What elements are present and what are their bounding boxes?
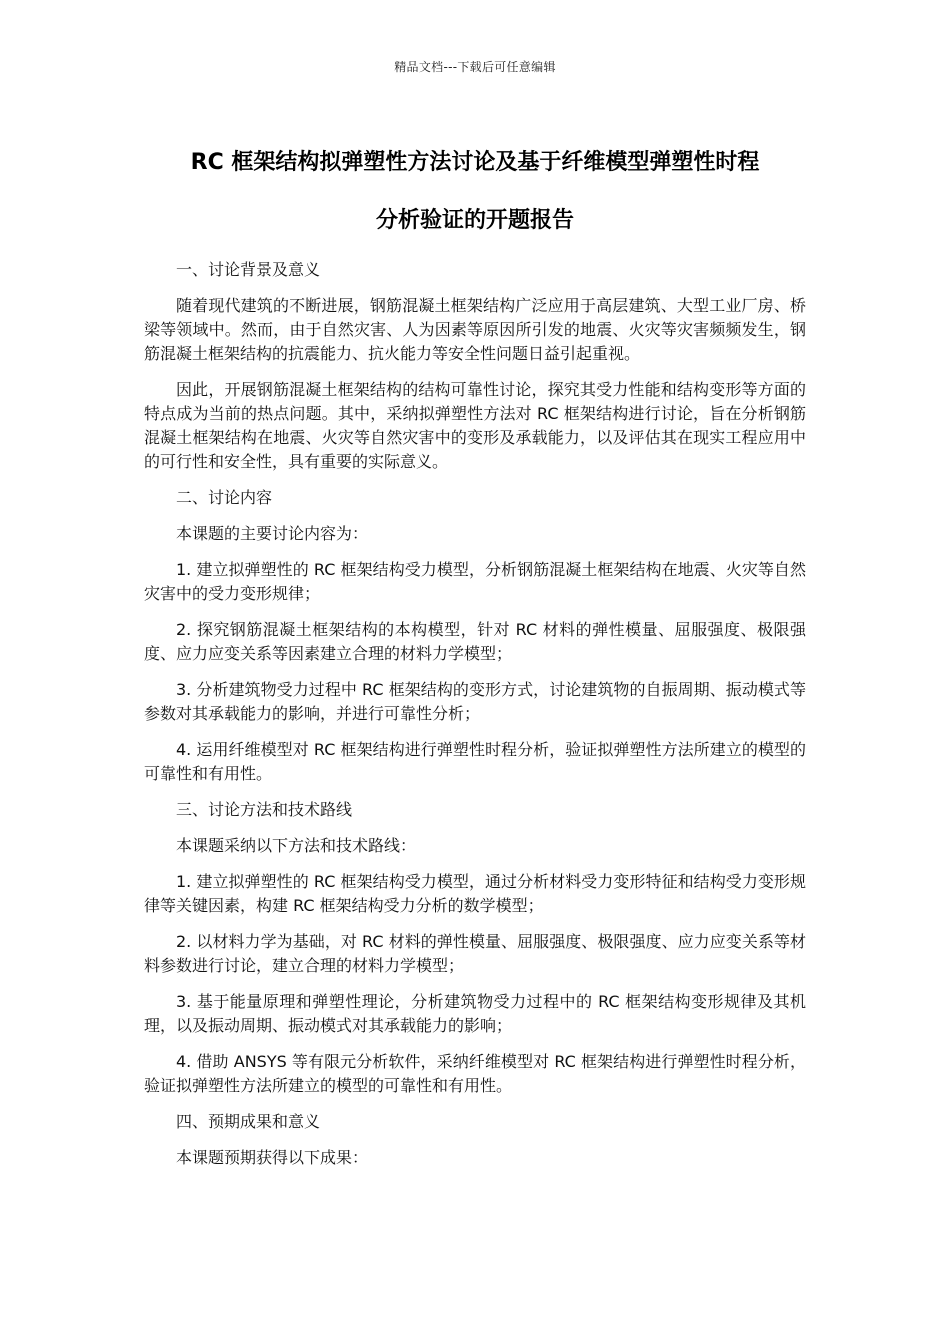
list-item: 3. 分析建筑物受力过程中 RC 框架结构的变形方式，讨论建筑物的自振周期、振动模式等参数对其承载能力的影响，并进行可靠性分析； [144,680,806,723]
paragraph: 本课题预期获得以下成果： [176,1148,369,1167]
section-heading-outcomes: 四、预期成果和意义 [176,1112,321,1131]
paragraph: 随着现代建筑的不断进展，钢筋混凝土框架结构广泛应用于高层建筑、大型工业厂房、桥梁等领域中。然而，由于自然灾害、人为因素等原因所引发的地震、火灾等灾害频频发生，钢筋混凝土框架结构的抗震能力、抗火能力等安全性问题日益引起重视。 [144,296,806,363]
list-item: 1. 建立拟弹塑性的 RC 框架结构受力模型，通过分析材料受力变形特征和结构受力变形规律等关键因素，构建 RC 框架结构受力分析的数学模型； [144,872,806,915]
list-item: 3. 基于能量原理和弹塑性理论，分析建筑物受力过程中的 RC 框架结构变形规律及其机理，以及振动周期、振动模式对其承载能力的影响； [144,992,806,1035]
title-line-2: 分析验证的开题报告 [375,208,574,233]
document-title [120,134,830,250]
section-heading-background: 一、讨论背景及意义 [176,260,321,279]
paragraph: 本课题采纳以下方法和技术路线： [176,836,417,855]
list-item: 4. 运用纤维模型对 RC 框架结构进行弹塑性时程分析，验证拟弹塑性方法所建立的模型的可靠性和有用性。 [144,740,806,783]
title-line-1: RC 框架结构拟弹塑性方法讨论及基于纤维模型弹塑性时程 [190,150,760,175]
list-item: 2. 探究钢筋混凝土框架结构的本构模型，针对 RC 材料的弹性模量、屈服强度、极限强度、应力应变关系等因素建立合理的材料力学模型； [144,620,806,663]
paragraph: 本课题的主要讨论内容为： [176,524,369,543]
list-item: 1. 建立拟弹塑性的 RC 框架结构受力模型，分析钢筋混凝土框架结构在地震、火灾等自然灾害中的受力变形规律； [144,560,806,603]
paragraph: 因此，开展钢筋混凝土框架结构的结构可靠性讨论，探究其受力性能和结构变形等方面的特点成为当前的热点问题。其中，采纳拟弹塑性方法对 RC 框架结构进行讨论，旨在分析钢筋混凝土框架结构在地震、火灾等自然灾害中的变形及承载能力，以及评估其在现实工程应用中的可行性和安全性，具有重要的实际意义。 [144,380,806,471]
list-item: 4. 借助 ANSYS 等有限元分析软件，采纳纤维模型对 RC 框架结构进行弹塑性时程分析，验证拟弹塑性方法所建立的模型的可靠性和有用性。 [144,1052,806,1095]
page-header: 精品文档---下载后可任意编辑 [394,60,556,74]
section-heading-content: 二、讨论内容 [176,488,273,507]
list-item: 2. 以材料力学为基础，对 RC 材料的弹性模量、屈服强度、极限强度、应力应变关系等材料参数进行讨论，建立合理的材料力学模型； [144,932,806,975]
document-body [144,258,806,1182]
section-heading-methods: 三、讨论方法和技术路线 [176,800,353,819]
